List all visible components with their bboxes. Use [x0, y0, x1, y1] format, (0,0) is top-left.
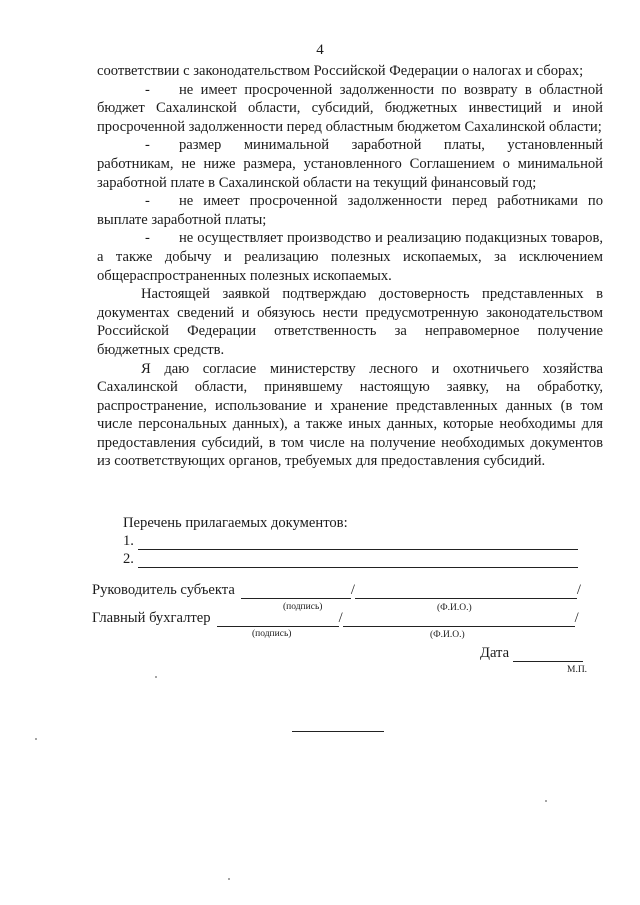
- separator: /: [574, 610, 579, 626]
- accountant-name-line[interactable]: [343, 611, 575, 627]
- scan-speck: [228, 878, 230, 880]
- attachment-input-line[interactable]: [138, 534, 578, 550]
- bullet-no-excise-goods: [97, 229, 603, 285]
- date-line[interactable]: [513, 646, 583, 662]
- head-signature-line[interactable]: [241, 583, 351, 599]
- bullet-text: не имеет просроченной задолженности по возврату в областной бюджет Сахалинской области, субсидий, бюджетных инвестиций и иной просроченной задолженности перед областным бюджетом Сахалинской области;: [97, 81, 603, 135]
- scan-speck: [155, 676, 157, 678]
- separator: /: [338, 610, 343, 626]
- bullet-no-wage-debt: [97, 192, 603, 229]
- bullet-dash: -: [145, 81, 150, 98]
- head-signature-caption: (подпись): [283, 602, 323, 612]
- attachments-list: [97, 514, 603, 568]
- head-name-caption: (Ф.И.О.): [437, 603, 472, 613]
- attachment-row: [97, 532, 603, 550]
- bullet-dash: -: [145, 137, 150, 154]
- attachments-title: Перечень прилагаемых документов:: [123, 515, 348, 531]
- page-number: 4: [316, 42, 324, 58]
- bullet-no-budget-debt: [97, 81, 603, 137]
- bullet-minimum-wage: [97, 136, 603, 192]
- bullet-text: размер минимальной заработной платы, установленный работникам, не ниже размера, установленного Соглашением о минимальной заработной плате в Сахалинской области на текущий финансовый год;: [97, 137, 603, 191]
- scan-speck: [35, 738, 37, 740]
- end-divider: [292, 731, 384, 732]
- bullet-dash: -: [145, 230, 150, 247]
- separator: /: [350, 582, 355, 598]
- attachment-number: 1.: [123, 533, 134, 549]
- accountant-signature-row: [92, 610, 579, 627]
- attachment-input-line[interactable]: [138, 552, 578, 568]
- bullet-text: не осуществляет производство и реализацию подакцизных товаров, а также добычу и реализацию полезных ископаемых, за исключением общераспространенных полезных ископаемых.: [97, 230, 603, 284]
- paragraph-tax-compliance: соответствии с законодательством Российской Федерации о налогах и сборах;: [97, 63, 584, 79]
- head-signature-row: [92, 582, 581, 599]
- attachment-number: 2.: [123, 551, 134, 567]
- head-label: Руководитель субъекта: [92, 582, 235, 598]
- head-name-line[interactable]: [355, 583, 577, 599]
- stamp-label: М.П.: [567, 665, 588, 675]
- paragraph-confirmation: Настоящей заявкой подтверждаю достоверность представленных в документах сведений и обязуюсь нести предусмотренную законодательством Российской Федерации ответственность за неправомерное получение бюджетных средств.: [97, 286, 603, 358]
- accountant-label: Главный бухгалтер: [92, 610, 211, 626]
- bullet-text: не имеет просроченной задолженности перед работниками по выплате заработной платы;: [97, 193, 603, 228]
- accountant-signature-caption: (подпись): [252, 629, 292, 639]
- bullet-dash: -: [145, 193, 150, 210]
- accountant-signature-line[interactable]: [217, 611, 339, 627]
- accountant-name-caption: (Ф.И.О.): [430, 630, 465, 640]
- scan-speck: [545, 800, 547, 802]
- attachment-row: [97, 550, 603, 568]
- date-row: [480, 645, 583, 662]
- date-label: Дата: [480, 645, 510, 661]
- separator: /: [576, 582, 581, 598]
- paragraph-consent: Я даю согласие министерству лесного и охотничьего хозяйства Сахалинской области, принявшему настоящую заявку, на обработку, распространение, использование и хранение представленных данных (в том числе персональных данных), а также иных данных, которые необходимы для предоставления субсидий, в том числе на получение необходимых документов из соответствующих органов, требуемых для предоставления субсидий.: [97, 360, 603, 470]
- document-body: [97, 62, 603, 471]
